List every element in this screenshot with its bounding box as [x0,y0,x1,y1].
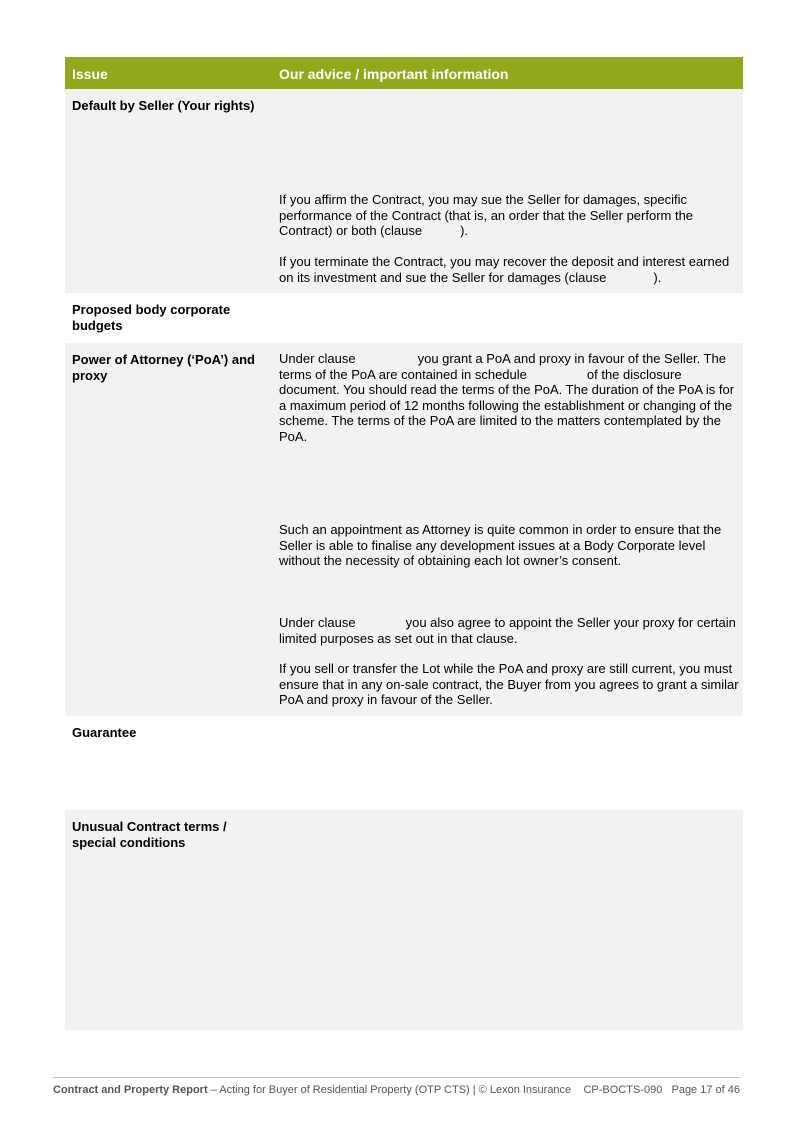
table-row-unusual-terms [65,810,743,1030]
page-footer [53,1077,740,1096]
header-advice: Our advice / important information [279,66,509,82]
advice-poa-proxy: Under clause you also agree to appoint the Seller your proxy for certain limited purposes as set out in that clause. [279,615,736,646]
issue-guarantee: Guarantee [72,725,137,740]
table-row-budgets [65,293,743,343]
footer-page-number: Page 17 of 46 [671,1084,740,1096]
issue-default-by-seller: Default by Seller (Your rights) [72,98,255,113]
issue-budgets: Proposed body corporate budgets [72,302,231,333]
advice-table [65,57,743,1030]
footer-page-info [583,1084,740,1096]
issue-unusual-terms: Unusual Contract terms / special conditions [72,819,227,850]
table-header [65,57,743,89]
table-row-guarantee [65,716,743,810]
table-row-power-of-attorney [65,343,743,716]
advice-poa-appointment: Such an appointment as Attorney is quite common in order to ensure that the Seller is able to finalise any development issues at a Body Corporate level without the necessity of obtaining each lot owner’s consent. [279,522,722,568]
advice-terminate: If you terminate the Contract, you may recover the deposit and interest earned on its investment and sue the Seller for damages (clause ). [279,254,730,285]
footer-report: Contract and Property Report – Acting for Buyer of Residential Property (OTP CTS) | © Lexon Insurance [53,1084,572,1096]
advice-affirm: If you affirm the Contract, you may sue the Seller for damages, specific performance of the Contract (that is, an order that the Seller perform the Contract) or both (clause ). [279,192,694,238]
header-issue: Issue [72,66,108,82]
advice-poa-onsale: If you sell or transfer the Lot while the PoA and proxy are still current, you must ensure that in any on-sale contract, the Buyer from you agrees to grant a similar PoA and proxy in favour of the Seller. [279,661,739,707]
advice-poa-grant: Under clause you grant a PoA and proxy in favour of the Seller. The terms of the PoA are contained in schedule of the disclosure document. You should read the terms of the PoA. The duration of the PoA is for a maximum period of 12 months following the establishment or changing of the scheme. The terms of the PoA are limited to the matters contemplated by the PoA. [279,351,735,444]
issue-power-of-attorney: Power of Attorney (‘PoA’) and proxy [72,352,255,383]
footer-code: CP-BOCTS-090 [583,1084,663,1096]
table-row-default-by-seller [65,89,743,293]
